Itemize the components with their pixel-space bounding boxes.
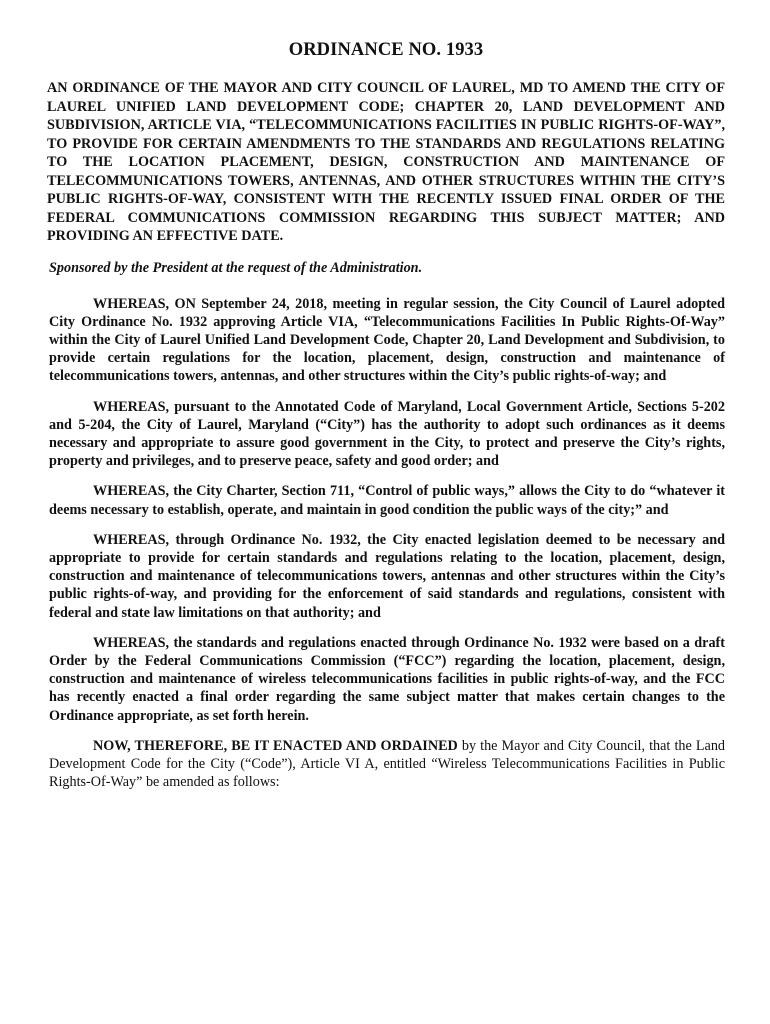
ordinance-heading: AN ORDINANCE OF THE MAYOR AND CITY COUNCIL OF LAUREL, MD TO AMEND THE CITY OF LAUREL UNIFIED LAND DEVELOPMENT CODE; CHAPTER 20, LAND DEVELOPMENT AND SUBDIVISION, ARTICLE VIA, “TELECOMMUNICATIONS FACILITIES IN PUBLIC RIGHTS-OF-WAY”, TO PROVIDE FOR CERTAIN AMENDMENTS TO THE STANDARDS AND REGULATIONS RELATING TO THE LOCATION PLACEMENT, DESIGN, CONSTRUCTION AND MAINTENANCE OF TELECOMMUNICATIONS TOWERS, ANTENNAS, AND OTHER STRUCTURES WITHIN THE CITY’S PUBLIC RIGHTS-OF-WAY, CONSISTENT WITH THE RECENTLY ISSUED FINAL ORDER OF THE FEDERAL COMMUNICATIONS COMMISSION REGARDING THIS SUBJECT MATTER; AND PROVIDING AN EFFECTIVE DATE. xyxy=(47,80,725,244)
whereas-paragraph-1: WHEREAS, ON September 24, 2018, meeting in regular session, the City Council of Laurel adopted City Ordinance No. 1932 approving Article VIA, “Telecommunications Facilities In Public Rights-Of-Way” within the City of Laurel Unified Land Development Code, Chapter 20, Land Development and Subdivision, to provide certain regulations for the location, placement, design, construction and maintenance of telecommunications towers, antennas, and other structures within the City’s public rights-of-way; and xyxy=(49,295,725,385)
whereas-paragraph-5: WHEREAS, the standards and regulations enacted through Ordinance No. 1932 were based on a draft Order by the Federal Communications Commission (“FCC”) regarding the location, placement, design, construction and maintenance of wireless telecommunications facilities in public rights-of-way, and the FCC has recently enacted a final order regarding the same subject matter that makes certain changes to the Ordinance appropriate, as set forth herein. xyxy=(49,634,725,724)
enacting-clause-bold: NOW, THEREFORE, BE IT ENACTED AND ORDAINED xyxy=(93,737,458,754)
enacting-clause xyxy=(47,737,725,792)
ordinance-title: ORDINANCE NO. 1933 xyxy=(288,40,484,60)
whereas-paragraph-3: WHEREAS, the City Charter, Section 711, “Control of public ways,” allows the City to do “whatever it deems necessary to establish, operate, and maintain in good condition the public ways of the city;” and xyxy=(49,483,725,518)
whereas-paragraph-4: WHEREAS, through Ordinance No. 1932, the City enacted legislation deemed to be necessary and appropriate to provide for certain standards and regulations relating to the location, placement, design, construction and maintenance of telecommunications towers, antennas and other structures within the City’s public rights-of-way, and providing for the enforcement of said standards and regulations, consistent with federal and state law limitations on that authority; and xyxy=(49,531,725,621)
document-page xyxy=(47,40,725,791)
sponsor-line: Sponsored by the President at the request of the Administration. xyxy=(49,259,423,276)
enacting-clause-text: by the Mayor and City Council, that the Land Development Code for the City (“Code”), Article VI A, entitled “Wireless Telecommunications Facilities in Public Rights-Of-Way” be amended as follows: xyxy=(49,737,726,791)
whereas-paragraph-2: WHEREAS, pursuant to the Annotated Code of Maryland, Local Government Article, Sections 5-202 and 5-204, the City of Laurel, Maryland (“City”) has the authority to adopt such ordinances as it deems necessary and appropriate to assure good government in the City, to protect and preserve the City’s rights, property and privileges, and to preserve peace, safety and good order; and xyxy=(49,398,725,470)
